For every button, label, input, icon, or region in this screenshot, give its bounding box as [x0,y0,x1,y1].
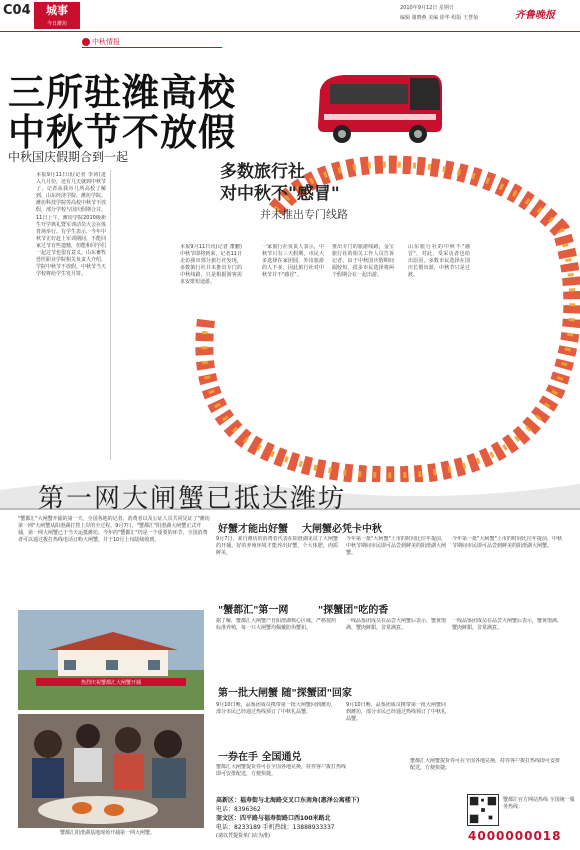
story2-column4: 山东旅行社的中秋不"感冒"，对此，受采访者也给出原因，多数市民选择在国庆长假出游，中秋节只是过渡。 [408,244,470,278]
crab-article5-text-cont: 9月10日晚，品鉴团成员携带第一批大闸蟹回到潍坊，部分市民已经通过热线预订了中秋礼品蟹。 [346,702,446,722]
story1-column1: 本报9月11日讯(记者 李涛)进入九月份，还有几天就到中秋节了，记者从我市几所高校了解到，山东经济学院、潍坊学院、潍坊科技学院等高校中秋节不放假，部分学校与国庆假期合并。 [36,172,106,213]
topic-label: 中秋情报 [92,38,120,46]
column-divider [110,170,111,460]
feature-headline [220,161,340,205]
qr-code-icon [467,794,499,826]
topic-dot-icon [82,38,90,46]
crab-article3-text: 据了解，蟹都汇大闸蟹产自阳澄湖核心区域，严格按照标准养殖，每一只大闸蟹均佩戴防伪蟹扣。 [216,618,336,631]
crab-article1-text: 9月7日，来自潍坊的消费者代表在阳澄湖见证了大闸蟹的开捕，好的养殖环境才能养出好蟹，个大体肥，肉质鲜美。 [216,536,338,556]
newspaper-logo: 齐鲁晚报 [515,10,555,21]
page-header [0,0,580,30]
main-headline-line2: 中秋节不放假 [8,110,236,154]
crab-article4-text: 一线品鉴团成员在品尝大闸蟹后表示，蟹黄饱满、蟹肉鲜甜，非常满意。 [346,618,446,631]
feature-headline-line2: 对中秋不"感冒" [220,184,340,204]
crab-article4-title: "探蟹团"吃的香 [318,605,389,616]
store-info [216,796,360,841]
building-banner-text: 热烈庆祝蟹都汇大闸蟹开捕 [80,680,142,686]
section-title: 城事 [34,2,80,20]
bus-illustration [314,70,444,146]
photo-caption: 蟹都汇阳澄湖基地现场开捕第一网大闸蟹。 [60,830,156,836]
store-address-2: 奎文区：四平路与福寿街路口西100米路北 [216,815,331,822]
crab-article2-text: 今年第一批"大闸蟹"上市的时间比往年提前，中秋节期间市民即可品尝到鲜美的阳澄湖大闸蟹。 [346,536,446,556]
story2-column1: 本报9月11日讯(记者 董鹏)中秋节即将到来，记者11日走访我市部分旅行社发现，多数旅行社并未推出专门的中秋线路，只是根据游客需求安排短途游。 [180,244,242,285]
main-headline [8,72,236,152]
crab-article5-text: 9月10日晚，品鉴团成员携带第一批大闸蟹回到潍坊，部分市民已经通过热线预订了中秋礼品蟹。 [216,702,336,715]
crab-lead-text: "蟹都汇"大闸蟹开捕的第一天，全国各地的记者、消费者以及公证人员共同见证了"潍坊第一网"大闸蟹从阳澄湖打捞上岸的全过程。9月7日，"蟹都汇"阳澄湖大闸蟹正式开捕，第一网大闸蟹已于当天运抵潍坊。今年的"蟹都汇"仍是一个重要的环节，全国消费者可以通过拨打热线电话订购大闸蟹，并于10月上旬陆续收到。 [18,516,210,543]
page-number: C04 [3,3,31,18]
hotline-number: 4000000018 [468,829,562,843]
store-phone-2: 电话：8233189 手机热线：13888933337 [216,824,335,831]
crab-article5-title: 第一批大闸蟹 随"探蟹团"回家 [218,688,352,699]
crab-article2-title: 大闸蟹必凭卡中秋 [302,524,382,535]
crab-article6-title: 一券在手 全国通兑 [218,752,302,763]
store-address-1: 高新区：福寿街与北海路交叉口东南角(惠泽公寓楼下) [216,797,360,804]
feature-headline-line1: 多数旅行社 [220,162,305,182]
issue-date: 2010年9月12日 星期日 [400,5,454,11]
crab-article6-text: 蟹都汇大闸蟹提货券可在全国各地兑换，持券客户拨打热线即可安排配送，方便快捷。 [216,764,346,777]
header-rule [0,31,580,32]
store-phone-1: 电话：8396362 [216,806,261,813]
section-subtitle: 今日潍坊 [34,20,80,29]
main-headline-subtitle: 中秋国庆假期合到一起 [8,150,129,164]
crab-article6-text-cont: 蟹都汇大闸蟹提货券可在全国各地兑换，持券客户拨打热线即可安排配送，方便快捷。 [410,758,560,771]
crab-article1-title: 好蟹才能出好蟹 [218,524,288,535]
store-note: (请以凭提货单门店为准) [216,833,270,839]
hotline-label: 蟹都汇官方网站热线 全国统一服务热线： [503,797,575,810]
feature-subtitle: 并未推出专门线路 [260,208,348,221]
main-headline-line1: 三所驻潍高校 [8,70,236,114]
story2-column3: 推出专门的旅游线路，金宝旅行社的相关工作人员告诉记者，由于中秋国庆假期间隔较短，很多市民选择将两个假期合在一起出游。 [332,244,394,278]
banner-headline: 第一网大闸蟹已抵达潍坊 [38,484,347,514]
crab-article3-title: "蟹都汇"第一网 [218,605,289,616]
story2-column2: 一家旅行社负责人表示，中秋节只有三天假期，市民大多选择在家团圆，外出旅游的人不多，因此旅行社对中秋节并不"感冒"。 [262,244,324,278]
story1-column2: 11日上午，潍坊学院2010级新生开学典礼暨军训动员大会在体育场举行。有学生表示，今年中秋节正好赶上军训期间，不能回家过节有些遗憾，但能和同学们一起过节也很有意义。山东畜牧兽医职业学院相关负责人介绍，学院中秋节不放假，中秋节当天学校将给学生发月饼。 [36,215,106,277]
crab-tasting-crowd-photo [18,714,204,828]
crab-base-building-photo [18,610,204,710]
crab-article2-text-cont: 今年第一批"大闸蟹"上市的时间比往年提前，中秋节期间市民即可品尝到鲜美的阳澄湖大闸蟹。 [452,536,562,549]
crab-article4-text-cont: 一线品鉴团成员在品尝大闸蟹后表示，蟹黄饱满、蟹肉鲜甜，非常满意。 [452,618,562,631]
editor-credits: 编辑 谢晓燕 美编 徐华 组版 王慧菊 [400,15,478,21]
